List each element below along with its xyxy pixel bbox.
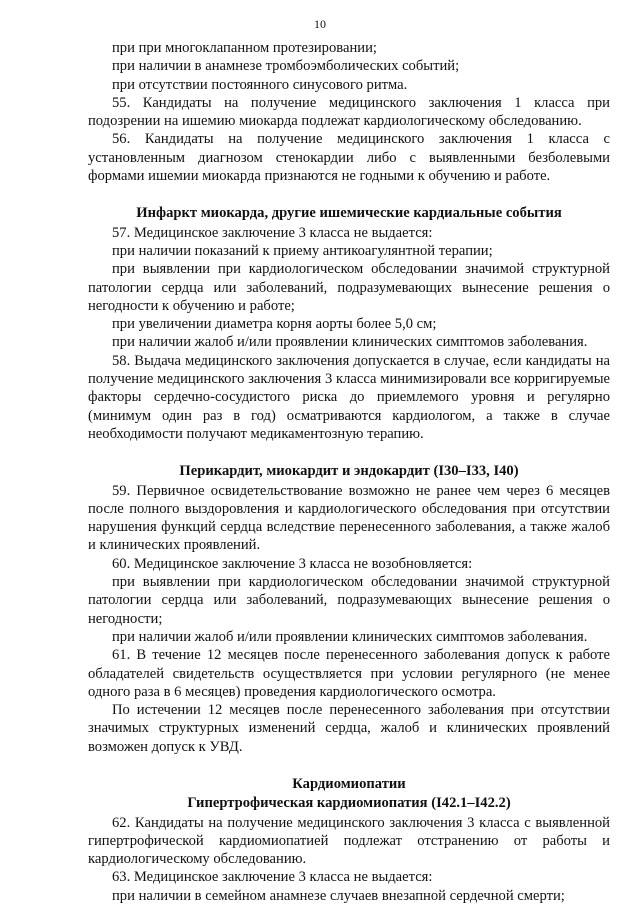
paragraph-56: 56. Кандидаты на получение медицинского заключения 1 класса с установленным диагнозом стенокардии либо с выявленными безболевыми формами ишемии миокарда признаются не годными к обучению и работе. [88, 131, 610, 185]
list-item: при наличии в семейном анамнезе случаев внезапной сердечной смерти; [112, 887, 565, 904]
list-item: при наличии в анамнезе тромбоэмболических событий; [112, 58, 460, 75]
page-number: 10 [314, 17, 326, 31]
list-item: при увеличении диаметра корня аорты более 5,0 см; [112, 316, 437, 333]
section-heading: Инфаркт миокарда, другие ишемические кардиальные события [136, 205, 562, 222]
paragraph: По истечении 12 месяцев после перенесенного заболевания при отсутствии значимых структурных изменений сердца, жалоб и клинических проявлений возможен допуск к УВД. [88, 702, 610, 755]
list-item: при выявлении при кардиологическом обследовании значимой структурной патологии сердца или заболеваний, подразумевающих вынесение решения о негодности; [88, 574, 610, 627]
list-item: при наличии жалоб и/или проявлении клинических симптомов заболевания. [112, 628, 588, 645]
paragraph-60: 60. Медицинское заключение 3 класса не возобновляется: [112, 555, 473, 572]
paragraph-63: 63. Медицинское заключение 3 класса не выдается: [112, 869, 433, 886]
section-heading: Перикардит, миокардит и эндокардит (I30–I33, I40) [179, 463, 519, 480]
list-item: при наличии показаний к приему антикоагулянтной терапии; [112, 242, 493, 259]
section-heading: Кардиомиопатии [292, 775, 406, 792]
paragraph-58: 58. Выдача медицинского заключения допускается в случае, если кандидаты на получение медицинского заключения 3 класса минимизировали все корригируемые факторы сердечно-сосудистого риска до приемлемого уровня и регулярно (минимум один раз в год) осматриваются кардиологом, а также в случае необходимости получают медикаментозную терапию. [88, 352, 610, 442]
paragraph-61: 61. В течение 12 месяцев после перенесенного заболевания допуск к работе обладателей свидетельств осуществляется при условии регулярного (не менее одного раза в 6 месяцев) проведения кардиологического осмотра. [88, 647, 610, 700]
list-item: при при многоклапанном протезировании; [112, 40, 377, 56]
paragraph-55: 55. Кандидаты на получение медицинского заключения 1 класса при подозрении на ишемию миокарда подлежат кардиологическому обследованию. [88, 94, 610, 130]
paragraph-62: 62. Кандидаты на получение медицинского заключения 3 класса с выявленной гипертрофической кардиомиопатией подлежат отстранению от работы и кардиологическому обследованию. [88, 814, 610, 868]
list-item: при выявлении при кардиологическом обследовании значимой структурной патологии сердца или заболеваний, подразумевающих вынесение решения о негодности к обучению и работе; [88, 261, 610, 314]
list-item: при отсутствии постоянного синусового ритма. [112, 76, 408, 93]
subsection-heading: Гипертрофическая кардиомиопатия (I42.1–I42.2) [187, 795, 511, 812]
paragraph-57: 57. Медицинское заключение 3 класса не выдается: [112, 224, 433, 241]
list-item: при наличии жалоб и/или проявлении клинических симптомов заболевания. [112, 334, 588, 351]
paragraph-59: 59. Первичное освидетельствование возможно не ранее чем через 6 месяцев после полного выздоровления и кардиологического обследования при отсутствии нарушения функций сердца вследствие перенесенного заболевания, а также жалоб и клинических проявлений. [88, 482, 610, 554]
page-body [88, 39, 610, 905]
